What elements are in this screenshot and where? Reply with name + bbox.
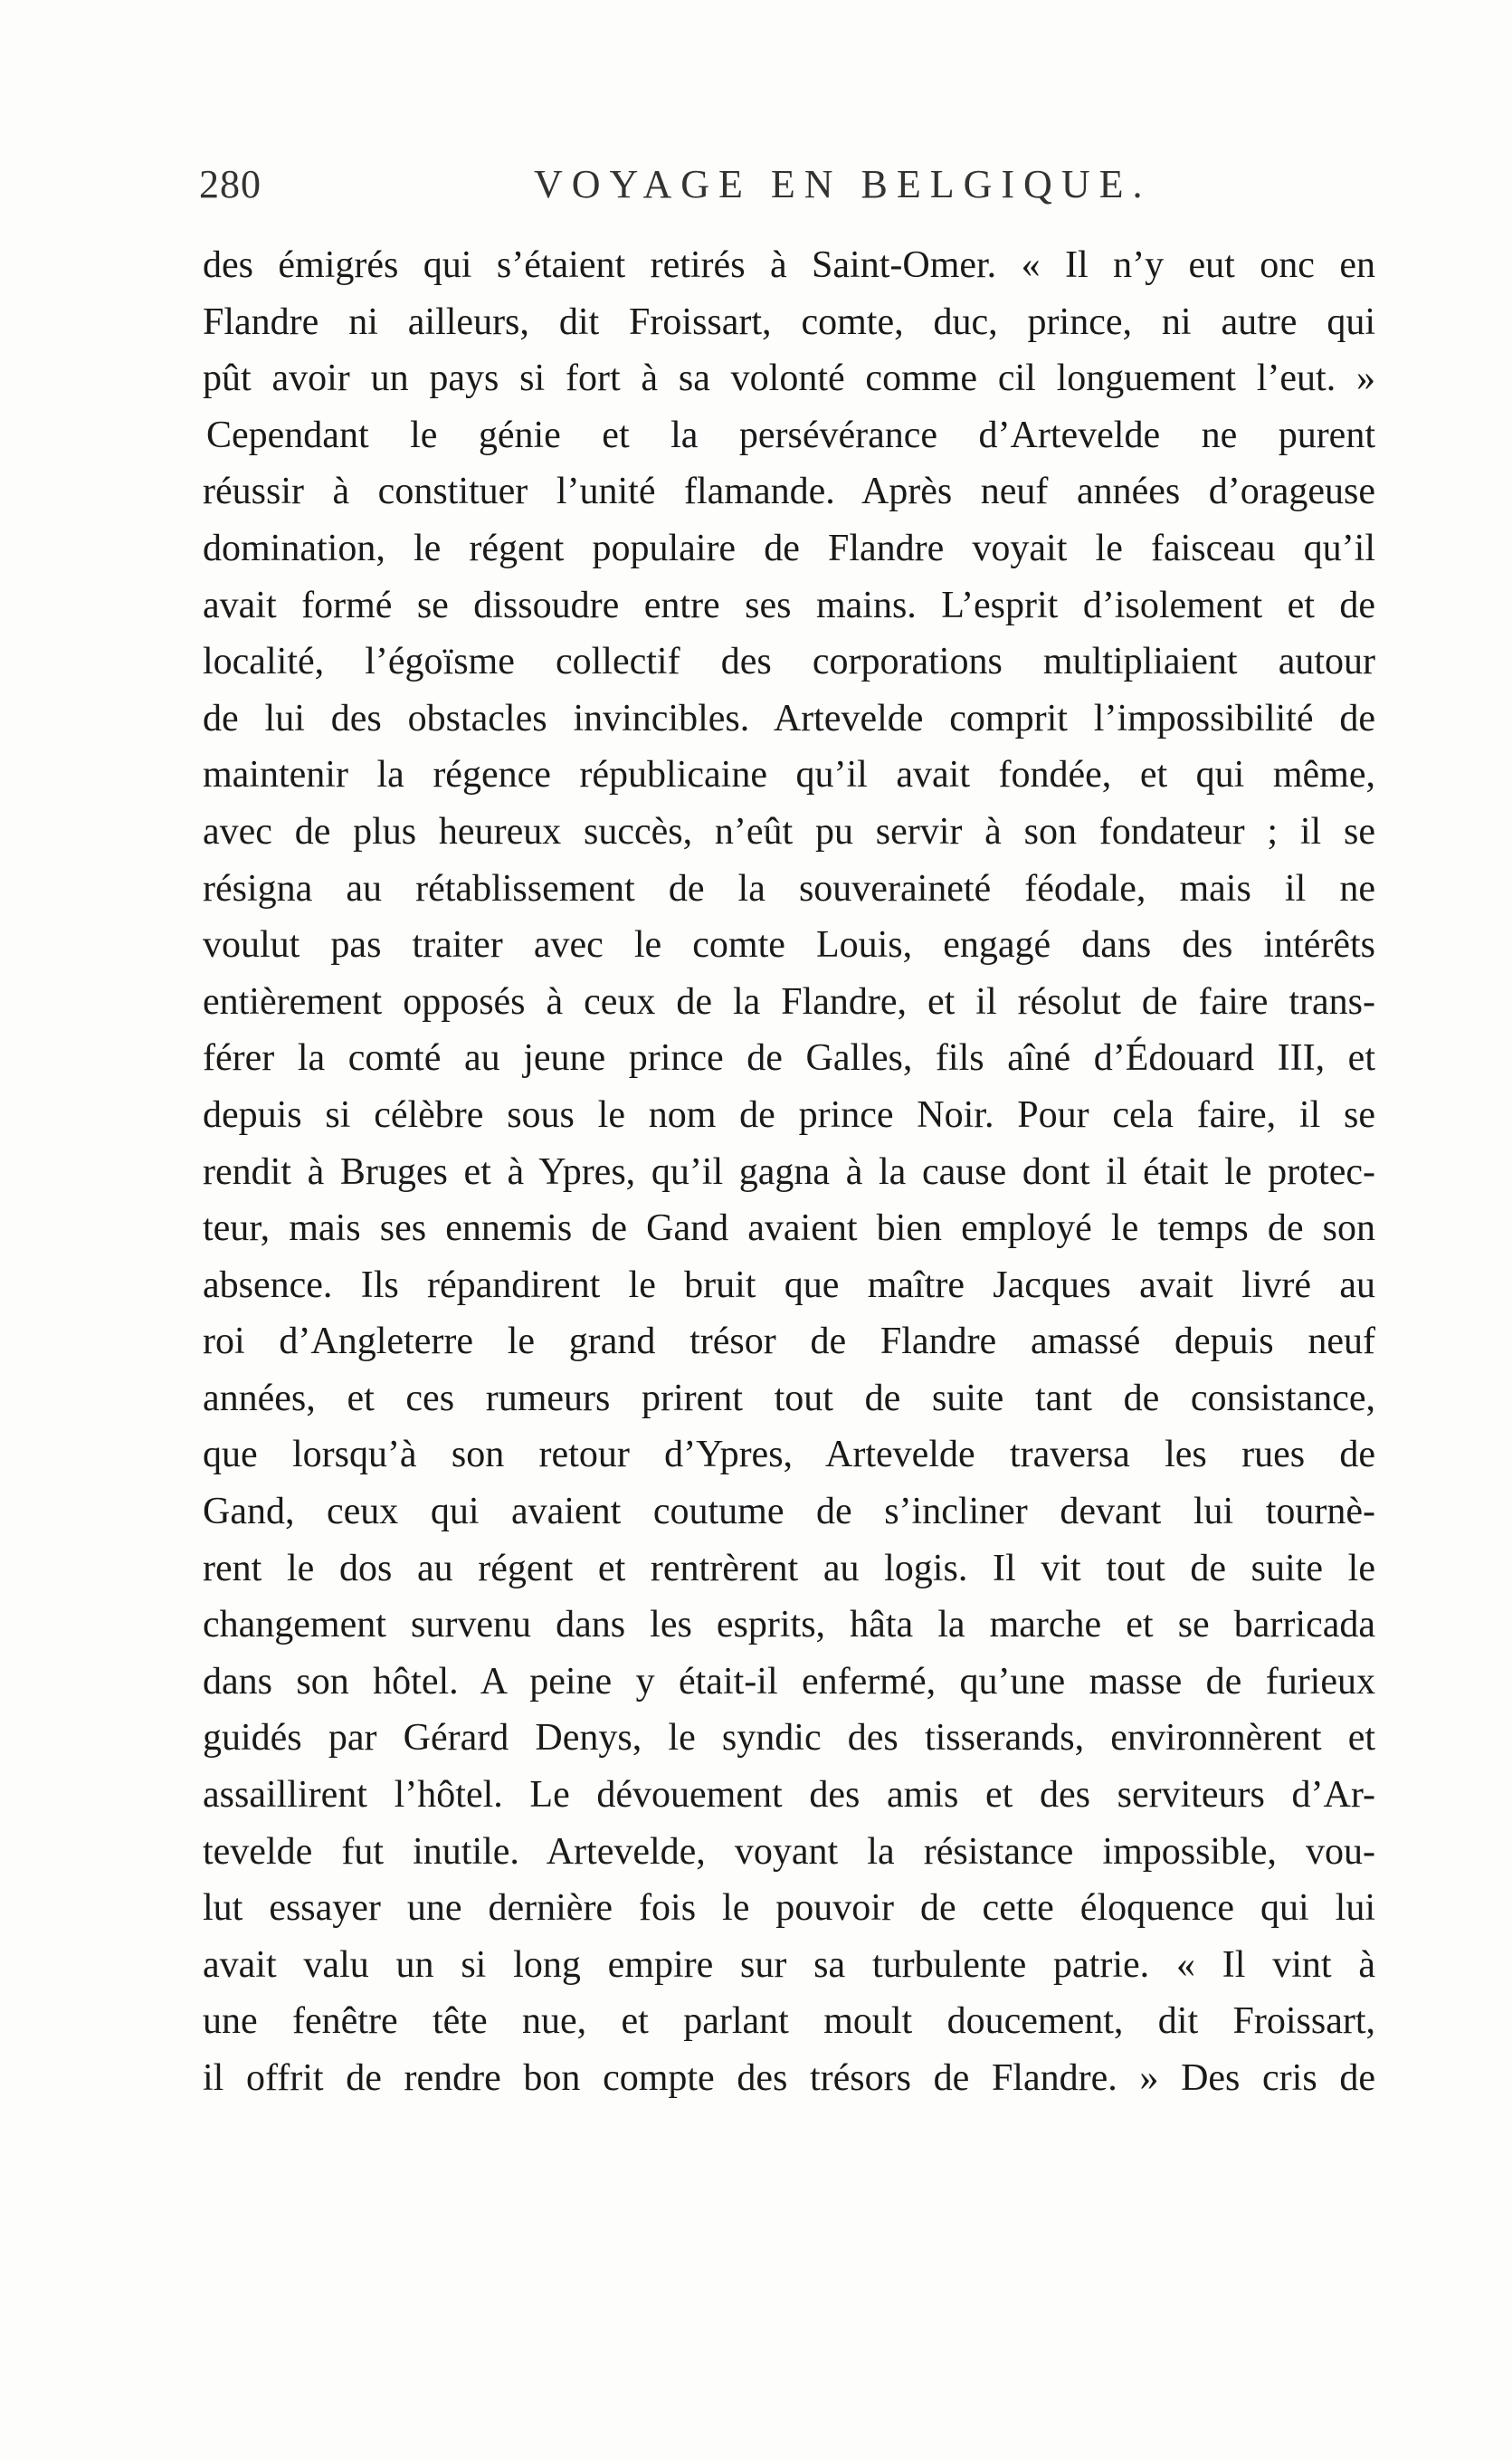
text-line: maintenir la régence républicaine qu’il avait fondée, et qui même, [203,754,1375,796]
text-line: changement survenu dans les esprits, hâta la marche et se barricada [203,1604,1375,1646]
text-line: Cependant le génie et la persévérance d’Artevelde ne purent [206,414,1375,456]
text-line: une fenêtre tête nue, et parlant moult doucement, dit Froissart, [203,2000,1375,2043]
text-line: dans son hôtel. A peine y était-il enfermé, qu’une masse de furieux [203,1660,1375,1703]
page-number: 280 [199,162,262,206]
text-line: réussir à constituer l’unité flamande. Après neuf années d’orageuse [203,471,1375,513]
text-line: rent le dos au régent et rentrèrent au logis. Il vit tout de suite le [203,1547,1375,1589]
text-line: tevelde fut inutile. Artevelde, voyant la résistance impossible, vou- [203,1830,1375,1873]
text-line: guidés par Gérard Denys, le syndic des tisserands, environnèrent et [203,1717,1375,1760]
text-line: pût avoir un pays si fort à sa volonté comme cil longuement l’eut. » [203,358,1375,400]
text-line: années, et ces rumeurs prirent tout de suite tant de consistance, [203,1377,1375,1419]
text-line: depuis si célèbre sous le nom de prince Noir. Pour cela faire, il se [203,1093,1375,1136]
text-line: il offrit de rendre bon compte des trésors de Flandre. » Des cris de [203,2057,1375,2099]
text-line: rendit à Bruges et à Ypres, qu’il gagna à la cause dont il était le protec- [203,1150,1375,1193]
text-line: que lorsqu’à son retour d’Ypres, Artevelde traversa les rues de [203,1434,1375,1476]
text-line: de lui des obstacles invincibles. Artevelde comprit l’impossibilité de [203,697,1375,739]
text-line: domination, le régent populaire de Flandre voyait le faisceau qu’il [203,527,1375,569]
text-line: avait formé se dissoudre entre ses mains. L’esprit d’isolement et de [203,584,1375,626]
text-line: férer la comté au jeune prince de Galles, fils aîné d’Édouard III, et [203,1037,1375,1080]
page-header [199,161,1375,215]
text-line: Gand, ceux qui avaient coutume de s’incliner devant lui tournè- [203,1491,1375,1533]
body-text [203,237,1375,2107]
text-line: teur, mais ses ennemis de Gand avaient bien employé le temps de son [203,1207,1375,1250]
text-line: des émigrés qui s’étaient retirés à Saint-Omer. « Il n’y eut onc en [203,244,1375,286]
text-line: assaillirent l’hôtel. Le dévouement des amis et des serviteurs d’Ar- [203,1774,1375,1817]
text-line: absence. Ils répandirent le bruit que maître Jacques avait livré au [203,1264,1375,1306]
text-line: avec de plus heureux succès, n’eût pu servir à son fondateur ; il se [203,810,1375,853]
text-line: entièrement opposés à ceux de la Flandre, et il résolut de faire trans- [203,980,1375,1023]
text-line: Flandre ni ailleurs, dit Froissart, comte, duc, prince, ni autre qui [203,300,1375,343]
text-line: résigna au rétablissement de la souveraineté féodale, mais il ne [203,867,1375,910]
text-line: roi d’Angleterre le grand trésor de Flandre amassé depuis neuf [203,1321,1375,1363]
text-line: lut essayer une dernière fois le pouvoir de cette éloquence qui lui [203,1887,1375,1930]
running-title: VOYAGE EN BELGIQUE. [534,162,1152,206]
text-line: localité, l’égoïsme collectif des corporations multipliaient autour [203,641,1375,683]
text-line: voulut pas traiter avec le comte Louis, engagé dans des intérêts [203,924,1375,967]
text-line: avait valu un si long empire sur sa turbulente patrie. « Il vint à [203,1943,1375,1986]
